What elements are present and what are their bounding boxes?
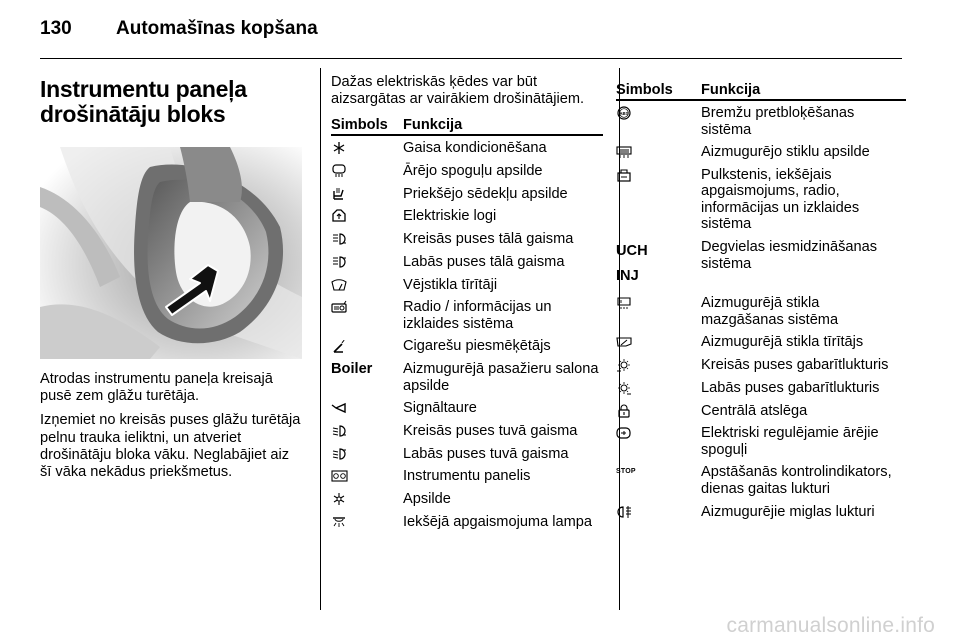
table-row — [331, 514, 603, 531]
symbol-label: Boiler — [331, 361, 373, 378]
symbol-text — [616, 464, 701, 481]
table-row — [331, 400, 603, 417]
chapter-title: Automašīnas kopšana — [116, 18, 318, 39]
instruction-paragraph: Izņemiet no kreisās puses glāžu turētāja pelnu trauka ieliktni, un atveriet drošinātāju bloka vāku. Neglabājiet aiz šī vāka nekādus priekšmetus. — [40, 412, 301, 481]
column-divider — [320, 68, 321, 610]
function-label: Labās puses gabarītlukturis — [701, 379, 880, 396]
function-label: Signāltaure — [403, 400, 477, 417]
function-label: Iekšējā apgaismojuma lampa — [403, 513, 593, 530]
cigarette-lighter-icon — [331, 338, 403, 354]
high-beam-right-icon — [331, 254, 403, 270]
intro-paragraph: Dažas elektriskās ķēdes var būt aizsargātas ar vairākiem drošinātājiem. — [331, 74, 585, 108]
table-row — [616, 504, 906, 521]
function-label: Gaisa kondicionēšana — [403, 140, 547, 157]
rear-washer-icon — [616, 295, 701, 311]
table-row — [331, 468, 603, 485]
function-label: Centrālā atslēga — [701, 402, 808, 419]
instrument-panel-icon — [331, 468, 403, 484]
table-row — [331, 140, 603, 157]
symbol-label: UCH INJ — [616, 243, 648, 285]
table-row — [616, 403, 906, 420]
symbol-label: STOP — [616, 468, 636, 476]
table-row — [331, 208, 603, 225]
side-light-right-icon — [616, 380, 701, 396]
function-label: Priekšējo sēdekļu apsilde — [403, 185, 568, 202]
svg-text:ABS: ABS — [619, 111, 629, 116]
function-label: Aizmugurējie miglas lukturi — [701, 503, 875, 520]
interior-light-icon — [331, 514, 403, 530]
table-row — [616, 464, 906, 497]
high-beam-left-icon — [331, 231, 403, 247]
rear-window-heating-icon — [616, 144, 701, 160]
air-conditioning-icon — [331, 140, 403, 156]
function-label: Aizmugurējā stikla mazgāšanas sistēma — [701, 295, 839, 328]
table-row — [331, 299, 603, 332]
function-label: Bremžu pretbloķēšanas sistēma — [701, 105, 855, 138]
function-label: Degvielas iesmidzināšanas sistēma — [701, 239, 878, 272]
mirror-adjust-icon — [616, 425, 701, 441]
table-row — [616, 167, 906, 233]
low-beam-left-icon — [331, 423, 403, 439]
table-row — [331, 338, 603, 355]
function-label: Kreisās puses tālā gaisma — [403, 231, 574, 248]
table-row — [616, 380, 906, 397]
function-label: Instrumentu panelis — [403, 468, 531, 485]
function-label: Radio / informācijas un izklaides sistēma — [403, 299, 552, 332]
header-rule — [40, 58, 902, 59]
fuse-box-photo — [40, 147, 302, 359]
heating-icon — [331, 491, 403, 507]
function-label: Labās puses tālā gaisma — [403, 253, 565, 270]
function-label: Apstāšanās kontrolindikators, dienas gaitas lukturi — [701, 464, 892, 497]
table-row — [331, 254, 603, 271]
windscreen-wiper-icon — [331, 277, 403, 293]
side-light-left-icon — [616, 357, 701, 373]
function-label: Cigarešu piesmēķētājs — [403, 338, 551, 355]
column-header-function: Funkcija — [701, 82, 761, 98]
rear-wiper-icon — [616, 334, 701, 350]
table-row — [331, 186, 603, 203]
mirror-heating-icon — [331, 163, 403, 179]
table-row — [331, 491, 603, 508]
table-row — [616, 425, 906, 458]
symbol-text — [616, 239, 701, 289]
watermark: carmanualsonline.info — [726, 614, 935, 637]
radio-icon — [331, 299, 403, 315]
column-header-function: Funkcija — [403, 117, 463, 134]
fuse-table-header — [616, 82, 906, 101]
left-column — [40, 74, 304, 488]
power-window-icon — [331, 208, 403, 224]
central-locking-icon — [616, 403, 701, 419]
function-label: Ārējo spoguļu apsilde — [403, 163, 543, 180]
table-row — [616, 105, 906, 138]
table-row — [331, 423, 603, 440]
table-row — [331, 163, 603, 180]
table-row — [331, 446, 603, 463]
abs-icon — [616, 105, 701, 121]
table-row — [616, 295, 906, 328]
low-beam-right-icon — [331, 446, 403, 462]
table-row — [331, 231, 603, 248]
location-paragraph: Atrodas instrumentu paneļa kreisajā pusē zem glāžu turētāja. — [40, 371, 273, 405]
column-header-symbol: Simbols — [616, 82, 673, 98]
right-column — [616, 82, 906, 526]
table-row — [616, 334, 906, 351]
rear-fog-light-icon — [616, 504, 701, 520]
function-label: Aizmugurējā stikla tīrītājs — [701, 334, 864, 351]
function-label: Vējstikla tīrītāji — [403, 276, 498, 293]
table-row — [331, 361, 603, 394]
page-header — [40, 18, 318, 40]
column-header-symbol: Simbols — [331, 117, 388, 134]
function-label: Apsilde — [403, 491, 451, 508]
middle-column — [331, 74, 603, 536]
function-label: Elektriskie logi — [403, 208, 497, 225]
table-row — [616, 144, 906, 161]
fuse-table-header — [331, 117, 603, 136]
function-label: Aizmugurējo stiklu apsilde — [701, 144, 870, 161]
clock-icon — [616, 167, 701, 183]
seat-heating-icon — [331, 186, 403, 202]
horn-icon — [331, 400, 403, 416]
symbol-text — [331, 361, 403, 378]
fuse-table — [331, 140, 603, 530]
page-number: 130 — [40, 18, 72, 39]
function-label: Kreisās puses tuvā gaisma — [403, 422, 578, 439]
function-label: Aizmugurējā pasažieru salona apsilde — [403, 361, 599, 394]
function-label: Pulkstenis, iekšējais apgaismojums, radio, informācijas un izklaides sistēma — [701, 166, 860, 233]
fuse-table — [616, 105, 906, 520]
table-row — [331, 277, 603, 294]
function-label: Kreisās puses gabarītlukturis — [701, 357, 889, 374]
table-row — [616, 357, 906, 374]
section-title: Instrumentu paneļa drošinātāju bloks — [40, 76, 247, 127]
table-row — [616, 239, 906, 289]
function-label: Elektriski regulējamie ārējie spoguļi — [701, 425, 879, 458]
function-label: Labās puses tuvā gaisma — [403, 445, 569, 462]
